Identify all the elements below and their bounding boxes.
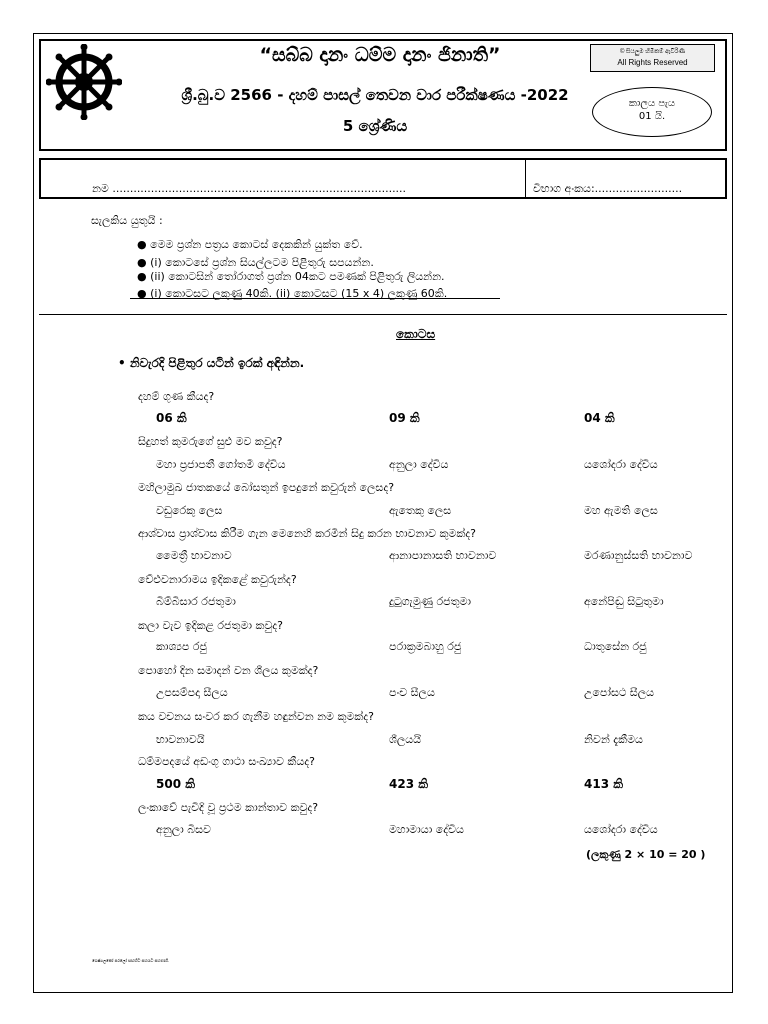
question-text: කලා වැව ඉදිකළ රජතුමා කවුද? (138, 619, 284, 632)
answer-option[interactable]: මහ ඇමති ලෙස (584, 504, 658, 517)
question-text: පොහෝ දින සමාදන් වන ශීලය කුමක්ද? (138, 664, 319, 677)
answer-option[interactable]: අනුලා බිසව (156, 823, 211, 836)
question-text: ආශ්වාස ප්‍රාශ්වාස කිරීම ගැන මෙනෙහි කරමින් සිදු කරන භාවනාව කුමක්ද? (138, 527, 476, 540)
copyright-badge (590, 44, 715, 72)
footer-note: ශෙෂ්ඨලකෝ පරලෝ සඟහිට සහයට සහභාගී. (92, 958, 170, 963)
time-allowed-oval (592, 87, 712, 137)
answer-option[interactable]: දුටුගැමුණු රජතුමා (389, 595, 472, 608)
answer-option[interactable]: 413 කි (584, 777, 623, 791)
instruction-item: ● (ii) කොටසින් තෝරාගත් ප්‍රශ්න 04කට පමණක් පිළිතුරු ලියන්න. (137, 270, 445, 283)
info-divider (525, 160, 526, 197)
time-value: 01 යි. (638, 111, 666, 122)
answer-option[interactable]: මහා ප්‍රජාපතී ගෝතමී දේවිය (156, 458, 286, 471)
answer-option[interactable]: 423 කි (389, 777, 428, 791)
answer-option[interactable]: යශෝදරා දේවිය (584, 823, 658, 836)
instruction-item: ● මෙම ප්‍රශ්න පත්‍රය කොටස් දෙකකින් යුක්ත වේ. (137, 238, 363, 251)
answer-option[interactable]: භාවනාවයි (156, 733, 205, 746)
question-text: කය වචනය සංවර කර ගැනීම හඳුන්වන නම කුමක්ද? (138, 710, 374, 723)
dharma-wheel-icon (46, 44, 122, 120)
time-label: කාලය පැය (628, 98, 676, 109)
answer-option[interactable]: නිවන් දැකීමය (584, 733, 643, 746)
question-text: ලංකාවේ පැවිදි වූ ප්‍රථම කාන්තාව කවුද? (138, 801, 319, 814)
answer-option[interactable]: ධාතුසේන රජු (584, 640, 647, 653)
answer-option[interactable]: පංච සීලය (389, 686, 435, 699)
answer-option[interactable]: මහාමායා දේවිය (389, 823, 464, 836)
instruction-item: ● (i) කොටසට ලකුණු 40කි. (ii) කොටසට (15 x 4) ලකුණු 60කි. (137, 287, 448, 300)
instructions-heading: සැලකිය යුතුයි : (91, 214, 163, 227)
exam-title: ශ්‍රී.බු.ව 2566 - දහම් පාසල් තෙවන වාර පරීක්ෂණය -2022 (181, 86, 569, 104)
answer-option[interactable]: මරණානුස්සති භාවනාව (584, 549, 693, 562)
question-text: ධම්මපදයේ අඩංගු ගාථා සංඛ්‍යාව කීයද? (138, 755, 315, 768)
answer-option[interactable]: පරාක්‍රමබාහු රජු (389, 640, 462, 653)
section-instruction: • නිවැරදි පිළිතුර යටින් ඉරක් අඳින්න. (118, 356, 305, 370)
answer-option[interactable]: බිම්බිසාර රජතුමා (156, 595, 236, 608)
question-text: මහිලාමුඛ ජාතකයේ බෝසතුන් ඉපදුනේ කවුරුන් ලෙසද? (138, 481, 395, 494)
answer-option[interactable]: යශෝදරා දේවිය (584, 458, 658, 471)
answer-option[interactable]: ශීලයයි (389, 733, 422, 746)
answer-option[interactable]: අනේපිඬු සිටුතුමා (584, 595, 664, 608)
question-text: සිදුහත් කුමරුගේ සුළු මව කවුද? (138, 435, 283, 448)
answer-option[interactable]: උපසම්පදා සීලය (156, 686, 228, 699)
index-number-field[interactable]: විභාග අංකය:......................... (533, 182, 683, 195)
copyright-sinhala: © සියලුම හිමිකම් ඇවිරිණි (619, 49, 686, 55)
copyright-english: All Rights Reserved (617, 58, 688, 67)
answer-option[interactable]: වඩුරෙකු ලෙස (156, 504, 223, 517)
answer-option[interactable]: ඇතෙකු ලෙස (389, 504, 452, 517)
answer-option[interactable]: අනුලා දේවිය (389, 458, 449, 471)
section-title: කොටස (396, 327, 436, 341)
instructions-underline (130, 298, 500, 299)
name-field[interactable]: නම .................................................................................... (92, 182, 407, 195)
answer-option[interactable]: 06 කි (156, 411, 187, 425)
instruction-item: ● (i) කොටසේ ප්‍රශ්න සියල්ලටම පිළිතුරු සපයන්න. (137, 256, 374, 269)
answer-option[interactable]: උපෝසථ සීලය (584, 686, 655, 699)
answer-option[interactable]: 09 කි (389, 411, 420, 425)
motto: “සබ්බ දානං ධම්ම දානං ජිනාති” (259, 44, 501, 66)
answer-option[interactable]: 04 කි (584, 411, 615, 425)
answer-option[interactable]: 500 කි (156, 777, 195, 791)
grade-label: 5 ශ්‍රේණිය (342, 117, 408, 135)
section-divider (39, 314, 727, 315)
answer-option[interactable]: කාශ්‍යප රජු (156, 640, 207, 653)
marks-summary: (ලකුණු 2 × 10 = 20 ) (586, 848, 706, 861)
question-text: වේළුවනාරාමය ඉදිකළේ කවුරුන්ද? (138, 573, 297, 586)
question-text: දහම් ගුණ කීයද? (138, 390, 215, 403)
answer-option[interactable]: ආනාපානාසති භාවනාව (389, 549, 497, 562)
answer-option[interactable]: මෛත්‍රී භාවනාව (156, 549, 232, 562)
